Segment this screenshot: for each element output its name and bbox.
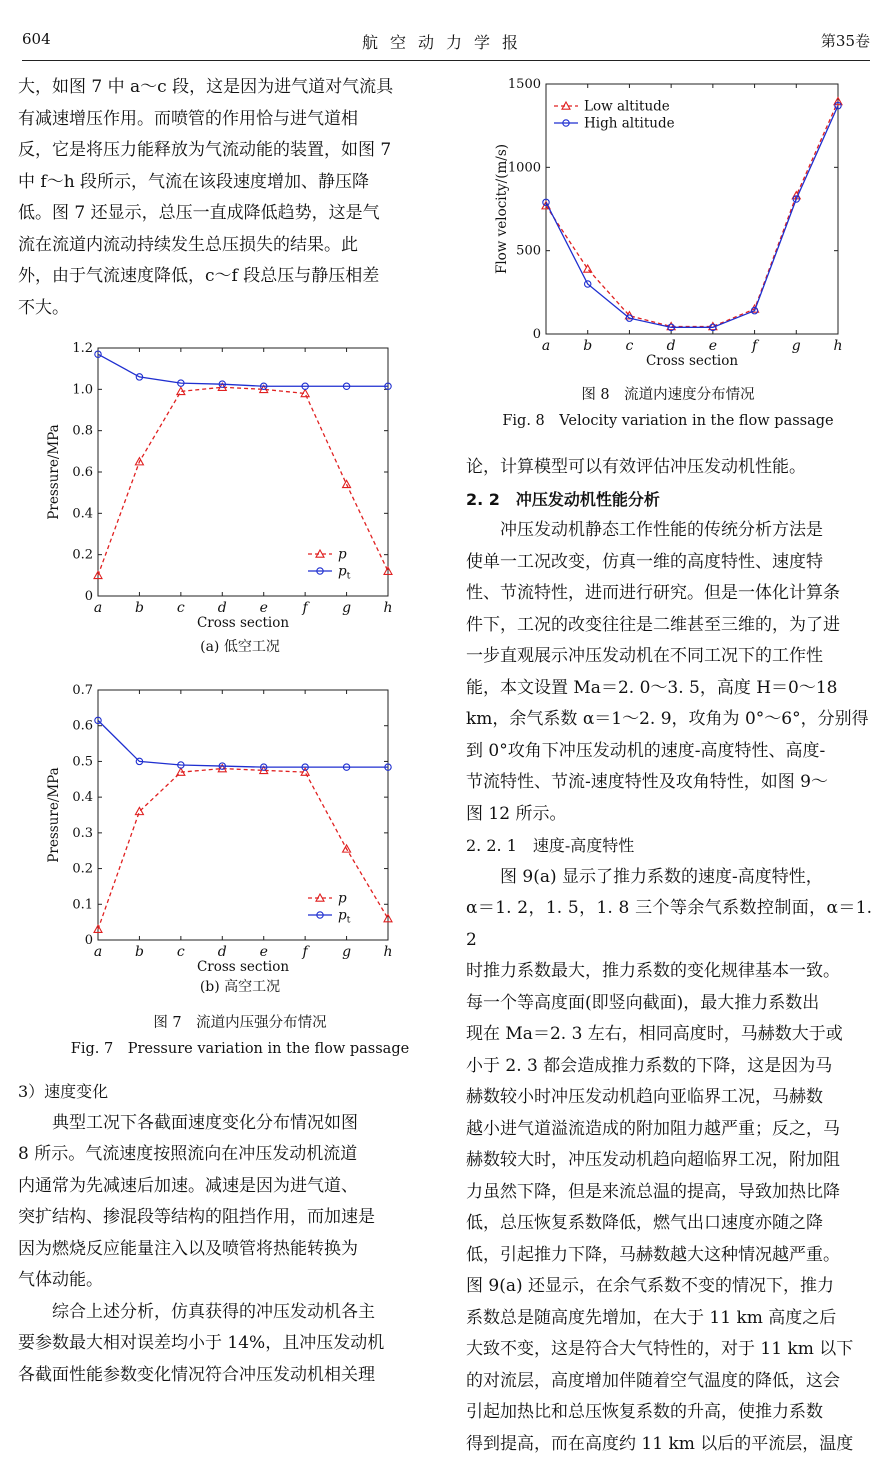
y-tick-label: 0 <box>85 589 93 604</box>
figure-8 <box>482 70 862 375</box>
x-tick-label: b <box>583 338 592 354</box>
journal-title: 航空动力学报 <box>22 30 870 53</box>
figure-7b-label: (b) 高空工况 <box>60 976 420 996</box>
y-tick-label: 1000 <box>508 160 541 175</box>
x-tick-label: f <box>302 944 311 960</box>
x-tick-label: c <box>177 944 185 960</box>
text-line: 赫数较大时，冲压发动机趋向超临界工况，附加阻 <box>466 1145 872 1177</box>
y-tick-label: 0.2 <box>72 862 93 877</box>
text-line: 大，如图 7 中 a～c 段，这是因为进气道对气流具 <box>18 72 430 104</box>
left-top-paragraph <box>18 72 430 324</box>
x-axis-label: Cross section <box>197 959 289 975</box>
x-tick-label: g <box>342 600 351 616</box>
legend-label: p <box>338 547 347 563</box>
y-tick-label: 1.0 <box>72 382 93 397</box>
page-header <box>22 28 870 58</box>
x-tick-label: e <box>709 338 717 354</box>
x-tick-label: b <box>135 600 144 616</box>
text-line: 的对流层，高度增加伴随着空气温度的降低，这会 <box>466 1366 872 1398</box>
y-tick-label: 0 <box>85 933 93 948</box>
legend-subscript: t <box>347 571 351 582</box>
text-line: 件下，工况的改变往往是二维甚至三维的，为了进 <box>466 610 872 642</box>
text-line: 各截面性能参数变化情况符合冲压发动机相关理 <box>18 1360 430 1392</box>
text-line: 能，本文设置 Ma＝2. 0～3. 5，高度 H＝0～18 <box>466 673 872 705</box>
text-line: 低。图 7 还显示，总压一直成降低趋势，这是气 <box>18 198 430 230</box>
figure-8-caption-en: Fig. 8 Velocity variation in the flow passage <box>466 408 870 434</box>
x-tick-label: g <box>342 944 351 960</box>
x-tick-label: f <box>751 338 760 354</box>
figure-8-caption <box>466 382 870 434</box>
text-line: 引起加热比和总压恢复系数的升高，使推力系数 <box>466 1397 872 1429</box>
text-line: 越小进气道溢流造成的附加阻力越严重；反之，马 <box>466 1114 872 1146</box>
x-tick-label: a <box>94 600 102 616</box>
text-line: km，余气系数 α＝1～2. 9，攻角为 0°～6°，分别得 <box>466 704 872 736</box>
x-tick-label: c <box>177 600 185 616</box>
x-tick-label: g <box>792 338 801 354</box>
text-line: 内通常为先减速后加速。减速是因为进气道、 <box>18 1171 430 1203</box>
text-line: 综合上述分析，仿真获得的冲压发动机各主 <box>18 1297 430 1329</box>
section-heading: 2. 2 冲压发动机性能分析 <box>466 484 872 516</box>
text-line: 流在流道内流动持续发生总压损失的结果。此 <box>18 230 430 262</box>
legend-subscript: t <box>347 915 351 926</box>
x-tick-label: a <box>542 338 550 354</box>
text-line: 典型工况下各截面速度变化分布情况如图 <box>18 1108 430 1140</box>
y-tick-label: 0.2 <box>72 548 93 563</box>
y-tick-label: 1500 <box>508 77 541 92</box>
figure-7-caption <box>20 1010 460 1062</box>
text-line: 低，引起推力下降，马赫数越大这种情况越严重。 <box>466 1240 872 1272</box>
legend-label: $p_t$ <box>338 908 351 926</box>
text-line: 低，总压恢复系数降低，燃气出口速度亦随之降 <box>466 1208 872 1240</box>
x-tick-label: e <box>260 944 268 960</box>
legend-label: p <box>338 891 347 907</box>
x-tick-label: b <box>135 944 144 960</box>
y-tick-label: 0.4 <box>72 790 93 805</box>
subsection-heading: 2. 2. 1 速度-高度特性 <box>466 830 872 862</box>
x-tick-label: h <box>383 944 392 960</box>
text-line: 8 所示。气流速度按照流向在冲压发动机流道 <box>18 1139 430 1171</box>
text-line: 一步直观展示冲压发动机在不同工况下的工作性 <box>466 641 872 673</box>
figure-8-caption-cn: 图 8 流道内速度分布情况 <box>466 382 870 408</box>
text-line: 节流特性、节流-速度特性及攻角特性，如图 9～ <box>466 767 872 799</box>
figure-7-caption-en: Fig. 7 Pressure variation in the flow passage <box>20 1036 460 1062</box>
page-number: 604 <box>22 30 51 48</box>
legend-label: High altitude <box>584 116 675 132</box>
chart-velocity <box>482 70 862 375</box>
figure-7b <box>30 676 410 976</box>
text-line: 力虽然下降，但是来流总温的提高，导致加热比降 <box>466 1177 872 1209</box>
text-line: 系数总是随高度先增加，在大于 11 km 高度之后 <box>466 1303 872 1335</box>
volume-label: 第35卷 <box>821 30 870 51</box>
text-line: 使单一工况改变，仿真一维的高度特性、速度特 <box>466 547 872 579</box>
header-rule <box>22 60 870 61</box>
text-line: 小于 2. 3 都会造成推力系数的下降，这是因为马 <box>466 1051 872 1083</box>
y-tick-label: 0.6 <box>72 719 93 734</box>
text-line: 性、节流特性，进而进行研究。但是一体化计算条 <box>466 578 872 610</box>
text-line: 冲压发动机静态工作性能的传统分析方法是 <box>466 515 872 547</box>
x-tick-label: h <box>383 600 392 616</box>
text-line: 因为燃烧反应能量注入以及喷管将热能转换为 <box>18 1234 430 1266</box>
legend-label: Low altitude <box>584 99 670 115</box>
text-line: 要参数最大相对误差均小于 14%，且冲压发动机 <box>18 1328 430 1360</box>
chart-pressure-high <box>30 676 410 976</box>
text-line: 时推力系数最大，推力系数的变化规律基本一致。 <box>466 956 872 988</box>
text-line: 图 9(a) 还显示，在余气系数不变的情况下，推力 <box>466 1271 872 1303</box>
text-line: 论，计算模型可以有效评估冲压发动机性能。 <box>466 452 872 484</box>
y-tick-label: 0.7 <box>72 683 93 698</box>
text-line: 赫数较小时冲压发动机趋向亚临界工况，马赫数 <box>466 1082 872 1114</box>
x-axis-label: Cross section <box>646 353 738 369</box>
x-tick-label: e <box>260 600 268 616</box>
figure-7a-label: (a) 低空工况 <box>60 636 420 656</box>
x-tick-label: c <box>626 338 634 354</box>
text-line: 气体动能。 <box>18 1265 430 1297</box>
text-line: 图 12 所示。 <box>466 799 872 831</box>
text-line: 到 0°攻角下冲压发动机的速度-高度特性、高度- <box>466 736 872 768</box>
figure-7a <box>30 330 410 640</box>
legend-label: $p_t$ <box>338 564 351 582</box>
x-tick-label: d <box>218 600 227 616</box>
text-line: 中 f～h 段所示，气流在该段速度增加、静压降 <box>18 167 430 199</box>
text-line: 外，由于气流速度降低，c～f 段总压与静压相差 <box>18 261 430 293</box>
y-tick-label: 1.2 <box>72 341 93 356</box>
y-tick-label: 500 <box>516 244 541 259</box>
x-tick-label: f <box>302 600 311 616</box>
y-tick-label: 0.4 <box>72 506 93 521</box>
chart-pressure-low <box>30 330 410 640</box>
x-axis-label: Cross section <box>197 615 289 631</box>
subsection-heading: 3）速度变化 <box>18 1076 430 1108</box>
text-line: 现在 Ma＝2. 3 左右，相同高度时，马赫数大于或 <box>466 1019 872 1051</box>
text-line: 有减速增压作用。而喷管的作用恰与进气道相 <box>18 104 430 136</box>
x-tick-label: h <box>833 338 842 354</box>
text-line: 每一个等高度面(即竖向截面)，最大推力系数出 <box>466 988 872 1020</box>
x-tick-label: d <box>667 338 676 354</box>
right-paragraph <box>466 452 872 1460</box>
text-line: 反，它是将压力能释放为气流动能的装置，如图 7 <box>18 135 430 167</box>
text-line: 不大。 <box>18 293 430 325</box>
y-tick-label: 0.5 <box>72 754 93 769</box>
x-tick-label: d <box>218 944 227 960</box>
text-line: 突扩结构、掺混段等结构的阻挡作用，而加速是 <box>18 1202 430 1234</box>
y-tick-label: 0.3 <box>72 826 93 841</box>
y-axis-label: Flow velocity/(m/s) <box>494 144 510 274</box>
y-axis-label: Pressure/MPa <box>46 767 62 862</box>
y-tick-label: 0.6 <box>72 465 93 480</box>
x-tick-label: a <box>94 944 102 960</box>
text-line: 大致不变，这是符合大气特性的，对于 11 km 以下 <box>466 1334 872 1366</box>
y-tick-label: 0.8 <box>72 424 93 439</box>
text-line: 得到提高，而在高度约 11 km 以后的平流层，温度 <box>466 1429 872 1460</box>
left-bottom-paragraph <box>18 1076 430 1391</box>
y-tick-label: 0 <box>533 327 541 342</box>
text-line: α＝1. 2，1. 5，1. 8 三个等余气系数控制面，α＝1. 2 <box>466 893 872 956</box>
y-tick-label: 0.1 <box>72 897 93 912</box>
y-axis-label: Pressure/MPa <box>46 424 62 519</box>
figure-7-caption-cn: 图 7 流道内压强分布情况 <box>20 1010 460 1036</box>
text-line: 图 9(a) 显示了推力系数的速度-高度特性， <box>466 862 872 894</box>
